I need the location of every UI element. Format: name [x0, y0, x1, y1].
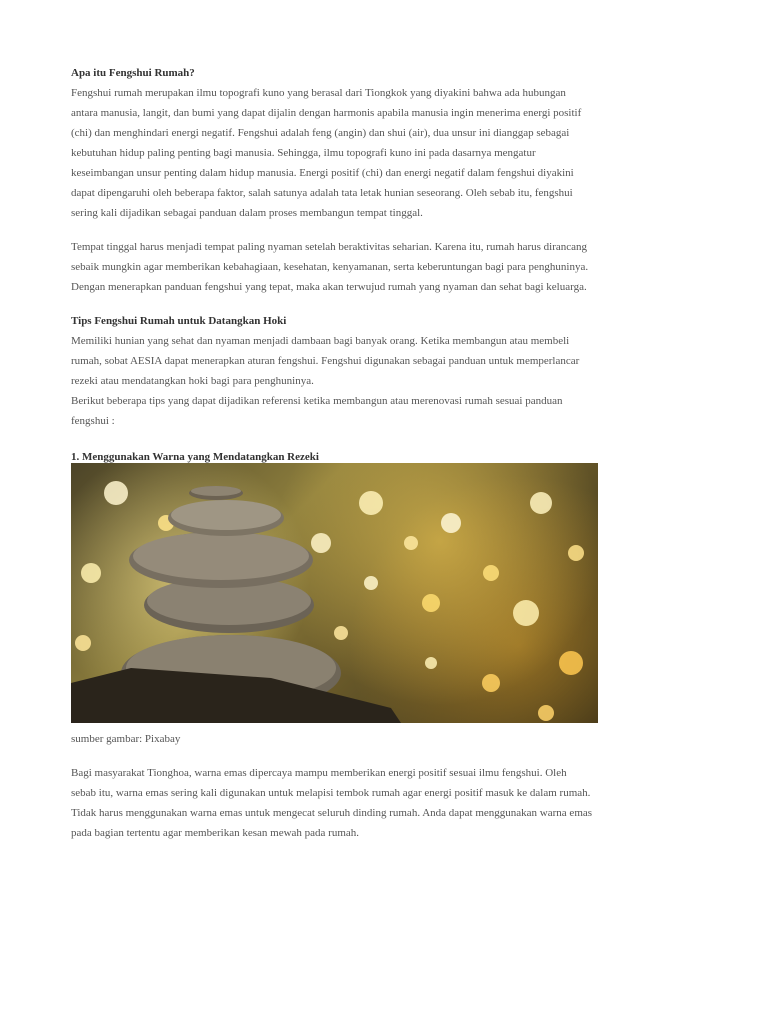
text-line: Bagi masyarakat Tionghoa, warna emas dipercaya mampu memberikan energi positif sesuai ilmu fengshui. Oleh: [71, 767, 567, 779]
text-line: (chi) dan menghindari energi negatif. Fengshui adalah feng (angin) dan shui (air), dua unsur ini dianggap sebagai: [71, 127, 570, 139]
text-line: pada bagian tertentu agar memberikan kesan mewah pada rumah.: [71, 827, 360, 839]
text-line: Memiliki hunian yang sehat dan nyaman menjadi dambaan bagi banyak orang. Ketika membangun atau membeli: [71, 335, 570, 347]
spacer: [71, 431, 701, 445]
text-line: rumah, sobat AESIA dapat menerapkan aturan fengshui. Fengshui digunakan sebagai panduan untuk memperlancar: [71, 355, 580, 367]
spacer: [71, 749, 701, 763]
text-line: dapat dipengaruhi oleh beberapa faktor, salah satunya adalah tata letak hunian seseorang. Oleh sebab itu, fengshui: [71, 187, 573, 199]
paragraph-home-comfort: [71, 237, 701, 297]
text-line: Tempat tinggal harus menjadi tempat paling nyaman setelah beraktivitas seharian. Karena itu, rumah harus dirancang: [71, 241, 588, 253]
text-line: kebutuhan hidup paling penting bagi manusia. Sehingga, ilmu topografi kuno ini pada dasarnya mengatur: [71, 147, 536, 159]
article-content: [71, 63, 701, 843]
spacer: [71, 297, 701, 311]
stacked-stones-image: [71, 463, 598, 723]
paragraph-tips-intro: [71, 331, 701, 431]
paragraph-gold-color: [71, 763, 701, 843]
text-line: sering kali dijadikan sebagai panduan dalam proses membangun tempat tinggal.: [71, 207, 423, 219]
spacer: [71, 223, 701, 237]
text-line: keseimbangan unsur penting dalam hidup manusia. Energi positif (chi) dan energi negatif dalam fengshui diyakini: [71, 167, 574, 179]
text-line: antara manusia, langit, dan bumi yang dapat dijalin dengan harmonis apabila manusia ingin menerima energi positif: [71, 107, 582, 119]
text-line: Tidak harus menggunakan warna emas untuk mengecat seluruh dinding rumah. Anda dapat menggunakan warna emas: [71, 807, 593, 819]
section-heading-fengshui: Apa itu Fengshui Rumah?: [71, 67, 195, 79]
text-line: Dengan menerapkan panduan fengshui yang tepat, maka akan terwujud rumah yang nyaman dan sehat bagi keluarga.: [71, 281, 587, 293]
stones-illustration: [71, 463, 598, 723]
text-line: rezeki atau mendatangkan hoki bagi para penghuninya.: [71, 375, 314, 387]
text-line: Fengshui rumah merupakan ilmu topografi kuno yang berasal dari Tiongkok yang diyakini bahwa ada hubungan: [71, 87, 566, 99]
section-heading-warna: 1. Menggunakan Warna yang Mendatangkan Rezeki: [71, 451, 319, 463]
text-line: fengshui :: [71, 415, 115, 427]
text-line: sebaik mungkin agar memberikan kebahagiaan, kesehatan, kenyamanan, serta keberuntungan bagi para penghuninya.: [71, 261, 589, 273]
section-heading-tips: Tips Fengshui Rumah untuk Datangkan Hoki: [71, 315, 287, 327]
image-caption: sumber gambar: Pixabay: [71, 733, 181, 745]
text-line: sebab itu, warna emas sering kali digunakan untuk melapisi tembok rumah agar energi positif masuk ke dalam rumah.: [71, 787, 591, 799]
text-line: Berikut beberapa tips yang dapat dijadikan referensi ketika membangun atau merenovasi rumah sesuai panduan: [71, 395, 563, 407]
paragraph-intro: [71, 83, 701, 223]
